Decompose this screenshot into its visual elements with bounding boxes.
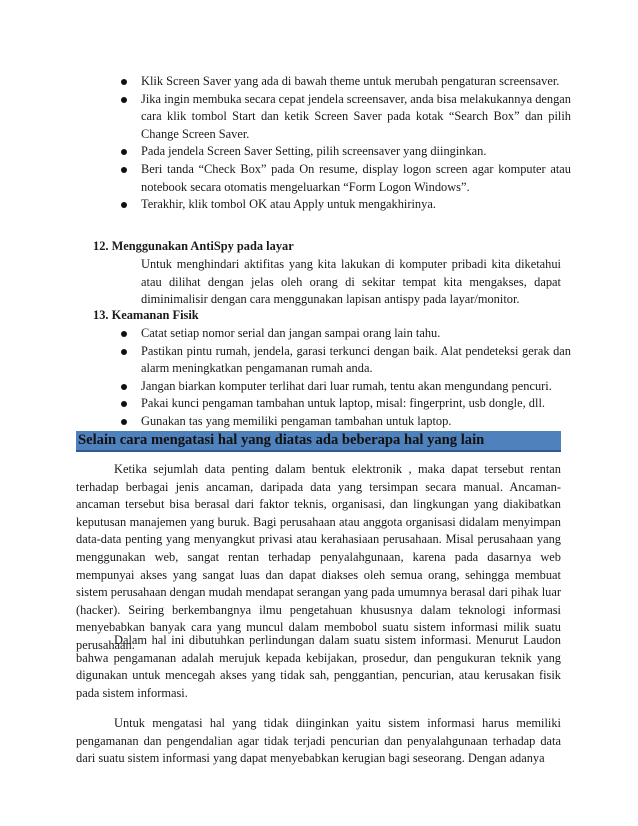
body-paragraph: Dalam hal ini dibutuhkan perlindungan dalam suatu sistem informasi. Menurut Laudon bahwa pengamanan adalah merujuk kepada kebijakan, prosedur, dan pengukuran teknik yang digunakan untuk mencegah akses yang tidak sah, penggantian, pencurian, atau kerusakan fisik pada sistem informasi. — [76, 633, 561, 700]
bullet-icon — [121, 97, 127, 103]
list-item — [111, 161, 571, 196]
bullet-icon — [121, 331, 127, 337]
list-item — [111, 343, 571, 378]
screensaver-steps-list — [111, 73, 571, 214]
list-item-text: Terakhir, klik tombol OK atau Apply untuk mengakhirinya. — [141, 197, 436, 212]
section-12-heading: 12. Menggunakan AntiSpy pada layar — [93, 239, 294, 253]
list-item — [111, 325, 571, 343]
bullet-icon — [121, 149, 127, 155]
bullet-icon — [121, 79, 127, 85]
list-item — [111, 91, 571, 144]
physical-security-list — [111, 325, 571, 431]
list-item-text: Pada jendela Screen Saver Setting, pilih screensaver yang diinginkan. — [141, 144, 487, 159]
list-item-text: Catat setiap nomor serial dan jangan sampai orang lain tahu. — [141, 326, 441, 340]
list-item — [111, 378, 571, 396]
section-title: Selain cara mengatasi hal yang diatas ada beberapa hal yang lain — [78, 432, 485, 448]
list-item-text: Gunakan tas yang memiliki pengaman tambahan untuk laptop. — [141, 413, 452, 428]
bullet-icon — [121, 202, 127, 208]
bullet-icon — [121, 384, 127, 390]
body-paragraph: Ketika sejumlah data penting dalam bentuk elektronik , maka dapat tersebut rentan terhadap berbagai jenis ancaman, daripada data yang tersimpan secara manual. Ancaman-ancaman tersebut bisa berasal dari faktor teknis, organisasi, dan lingkungan yang diakibatkan keputusan manajemen yang buruk. Bagi perusahaan atau anggota organisasi didalam menyimpan data-data penting yang menyangkut privasi atau kerahasiaan perusahaan. Misal perusahaan yang menggunakan web, sangat rentan terhadap penyalahgunaan, karena pada dasarnya web mempunyai akses yang sangat luas dan dapat diakses oleh semua orang, sehingga membuat sistem perusahaan dengan mudah mendapat serangan yang pada umumnya berasal dari pihak luar (hacker). Seiring berkembangnya ilmu pengetahuan khususnya dalam teknologi informasi menyebabkan banyak cara yang muncul dalam membobol suatu sistem informasi milik suatu perusahaan. — [76, 462, 561, 652]
list-item-text: Beri tanda “Check Box” pada On resume, display logon screen agar komputer atau notebook secara otomatis mengeluarkan “Form Logon Windows”. — [141, 161, 571, 194]
bullet-icon — [121, 401, 127, 407]
list-item — [111, 395, 571, 413]
list-item-text: Klik Screen Saver yang ada di bawah theme untuk merubah pengaturan screensaver. — [141, 74, 560, 88]
list-item-text: Pakai kunci pengaman tambahan untuk laptop, misal: fingerprint, usb dongle, dll. — [141, 396, 545, 411]
bullet-icon — [121, 419, 127, 425]
list-item — [111, 196, 571, 214]
list-item-text: Jika ingin membuka secara cepat jendela screensaver, anda bisa melakukannya dengan cara klik tombol Start dan ketik Screen Saver pada kotak “Search Box” dan pilih Change Screen Saver. — [141, 91, 571, 141]
list-item — [111, 73, 571, 91]
section-title-bar — [76, 431, 561, 452]
section-12-text: Untuk menghindari aktifitas yang kita lakukan di komputer pribadi kita diketahui atau dilihat dengan jelas oleh orang di sekitar tempat kita mengakses, dapat diminimalisir dengan cara menggunakan lapisan antispy pada layar/monitor. — [141, 257, 561, 307]
bullet-icon — [121, 167, 127, 173]
list-item-text: Pastikan pintu rumah, jendela, garasi terkunci dengan baik. Alat pendeteksi gerak dan alarm meningkatkan pengamanan rumah anda. — [141, 343, 571, 376]
body-paragraph: Untuk mengatasi hal yang tidak diinginkan yaitu sistem informasi harus memiliki pengamanan dan pengendalian agar tidak terjadi pencurian dan penyalahgunaan terhadap data dari suatu sistem informasi yang dapat menyebabkan kerugian bagi seseorang. Dengan adanya — [76, 716, 561, 766]
list-item — [111, 143, 571, 161]
list-item-text: Jangan biarkan komputer terlihat dari luar rumah, tentu akan mengundang pencuri. — [141, 378, 552, 393]
list-item — [111, 413, 571, 431]
bullet-icon — [121, 349, 127, 355]
section-13-heading: 13. Keamanan Fisik — [93, 308, 199, 322]
